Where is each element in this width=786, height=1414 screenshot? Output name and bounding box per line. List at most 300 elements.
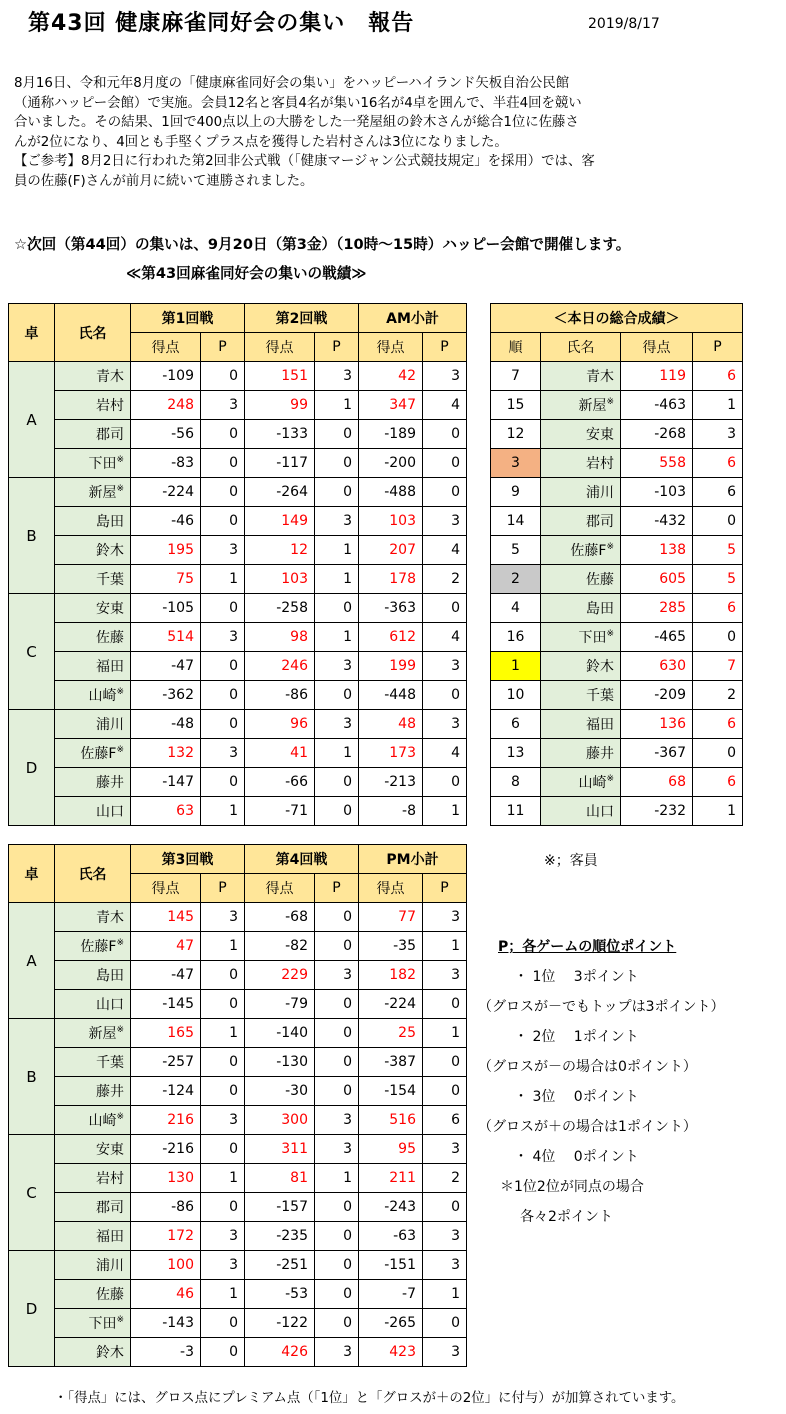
points-rule-line: 各々2ポイント — [520, 1209, 613, 1225]
game-points: 0 — [201, 1193, 245, 1222]
game-points: 1 — [201, 1164, 245, 1193]
game-score: 47 — [131, 932, 201, 961]
player-name-text: 安東 — [96, 1142, 124, 1158]
header-p: P — [201, 874, 245, 903]
subtotal-points: 4 — [423, 623, 467, 652]
total-score: -465 — [621, 623, 693, 652]
header-game-2: 第2回戦 — [245, 304, 359, 333]
game-points: 1 — [315, 536, 359, 565]
game-points: 0 — [201, 420, 245, 449]
header-p: P — [423, 333, 467, 362]
game-score: 103 — [245, 565, 315, 594]
game-score: 130 — [131, 1164, 201, 1193]
table-row — [9, 391, 467, 420]
subtotal-points: 6 — [423, 1106, 467, 1135]
game-score: 246 — [245, 652, 315, 681]
player-name-text: 島田 — [586, 601, 614, 617]
game-points: 3 — [201, 1106, 245, 1135]
player-name — [55, 1048, 131, 1077]
table-row — [9, 1077, 467, 1106]
player-name-text: 新屋 — [88, 485, 117, 501]
player-name-text: 鈴木 — [586, 659, 614, 675]
subtotal-score: 103 — [359, 507, 423, 536]
game-points: 3 — [315, 507, 359, 536]
player-name-text: 福田 — [96, 659, 124, 675]
player-name — [55, 710, 131, 739]
player-name-text: 佐藤 — [586, 572, 614, 588]
game-score: -53 — [245, 1280, 315, 1309]
game-points: 0 — [201, 990, 245, 1019]
table-row — [9, 1193, 467, 1222]
total-score: 605 — [621, 565, 693, 594]
total-points: 5 — [693, 565, 743, 594]
guest-mark: ※ — [606, 397, 614, 407]
header-score: 得点 — [131, 333, 201, 362]
game-points: 0 — [315, 1251, 359, 1280]
game-points: 0 — [315, 449, 359, 478]
header-table: 卓 — [9, 845, 55, 903]
table-row — [491, 565, 743, 594]
player-name-text: 下田 — [88, 1316, 117, 1332]
player-name-text: 青木 — [96, 369, 124, 385]
guest-mark: ※ — [116, 745, 124, 755]
header-table: 卓 — [9, 304, 55, 362]
subtotal-points: 1 — [423, 932, 467, 961]
game-points: 1 — [315, 623, 359, 652]
subtotal-points: 2 — [423, 1164, 467, 1193]
game-score: -82 — [245, 932, 315, 961]
player-name — [55, 1338, 131, 1367]
total-score: 68 — [621, 768, 693, 797]
total-score: -209 — [621, 681, 693, 710]
subtotal-points: 3 — [423, 1251, 467, 1280]
subtotal-score: 77 — [359, 903, 423, 932]
game-score: -117 — [245, 449, 315, 478]
game-points: 1 — [315, 565, 359, 594]
game-score: 426 — [245, 1338, 315, 1367]
intro-line: 【ご参考】8月2日に行われた第2回非公式戦（「健康マージャン公式競技規定」を採用）では、客 — [14, 154, 595, 170]
total-score: -463 — [621, 391, 693, 420]
game-points: 3 — [201, 1222, 245, 1251]
game-points: 3 — [315, 1135, 359, 1164]
header-game-3: 第3回戦 — [131, 845, 245, 874]
game-points: 3 — [315, 1338, 359, 1367]
player-name — [55, 478, 131, 507]
subtotal-score: 207 — [359, 536, 423, 565]
header-game-1: 第1回戦 — [131, 304, 245, 333]
game-points: 0 — [315, 478, 359, 507]
table-row — [9, 507, 467, 536]
game-score: -124 — [131, 1077, 201, 1106]
total-score: -268 — [621, 420, 693, 449]
table-label: B — [9, 1019, 55, 1135]
game-score: 172 — [131, 1222, 201, 1251]
game-score: -224 — [131, 478, 201, 507]
subtotal-points: 3 — [423, 652, 467, 681]
table-row — [9, 1222, 467, 1251]
rank-cell: 16 — [491, 623, 541, 652]
total-points: 7 — [693, 652, 743, 681]
game-score: 63 — [131, 797, 201, 826]
player-name-text: 千葉 — [586, 688, 614, 704]
player-name — [541, 391, 621, 420]
game-points: 0 — [201, 449, 245, 478]
table-row — [9, 478, 467, 507]
table-row — [9, 797, 467, 826]
points-rule-line: ・ 2位 1ポイント — [514, 1029, 639, 1045]
game-score: -86 — [245, 681, 315, 710]
game-score: 151 — [245, 362, 315, 391]
report-date: 2019/8/17 — [588, 16, 660, 32]
points-rules-title: P；各ゲームの順位ポイント — [498, 939, 677, 955]
guest-mark: ※ — [116, 455, 124, 465]
table-row — [9, 681, 467, 710]
header-p: P — [315, 333, 359, 362]
header-game-4: 第4回戦 — [245, 845, 359, 874]
subtotal-points: 3 — [423, 1222, 467, 1251]
subtotal-score: 178 — [359, 565, 423, 594]
subtotal-points: 1 — [423, 797, 467, 826]
table-row — [9, 1048, 467, 1077]
subtotal-score: -265 — [359, 1309, 423, 1338]
game-score: -145 — [131, 990, 201, 1019]
total-points: 6 — [693, 362, 743, 391]
game-points: 0 — [201, 1338, 245, 1367]
game-points: 0 — [315, 1048, 359, 1077]
header-p: P — [201, 333, 245, 362]
rank-cell: 1 — [491, 652, 541, 681]
guest-mark: ※ — [116, 484, 124, 494]
rank-cell: 9 — [491, 478, 541, 507]
player-name-text: 山崎 — [578, 775, 607, 791]
player-name-text: 山崎 — [88, 1113, 117, 1129]
table-row — [491, 478, 743, 507]
game-score: 132 — [131, 739, 201, 768]
total-points: 6 — [693, 478, 743, 507]
points-rule-line: ・ 3位 0ポイント — [514, 1089, 639, 1105]
subtotal-points: 3 — [423, 507, 467, 536]
game-points: 3 — [201, 1251, 245, 1280]
player-name-text: 郡司 — [586, 514, 614, 530]
player-name-text: 藤井 — [96, 1084, 124, 1100]
game-score: -257 — [131, 1048, 201, 1077]
player-name-text: 山口 — [96, 997, 124, 1013]
game-score: -105 — [131, 594, 201, 623]
game-score: -157 — [245, 1193, 315, 1222]
game-points: 1 — [315, 391, 359, 420]
player-name-text: 藤井 — [586, 746, 614, 762]
subtotal-score: -448 — [359, 681, 423, 710]
player-name-text: 山口 — [96, 804, 124, 820]
player-name-text: 島田 — [96, 968, 124, 984]
subtotal-score: -387 — [359, 1048, 423, 1077]
game-score: -66 — [245, 768, 315, 797]
player-name-text: 下田 — [578, 630, 607, 646]
guest-mark: ※ — [116, 1025, 124, 1035]
player-name — [55, 1135, 131, 1164]
player-name — [55, 594, 131, 623]
table-row — [9, 594, 467, 623]
table-row — [491, 739, 743, 768]
subtotal-score: -243 — [359, 1193, 423, 1222]
total-points: 6 — [693, 594, 743, 623]
table-row — [9, 932, 467, 961]
game-score: -143 — [131, 1309, 201, 1338]
game-points: 0 — [201, 362, 245, 391]
player-name — [541, 594, 621, 623]
header-name: 氏名 — [55, 845, 131, 903]
table-row — [9, 710, 467, 739]
table-row — [9, 1164, 467, 1193]
rank-cell: 10 — [491, 681, 541, 710]
game-score: 165 — [131, 1019, 201, 1048]
rank-cell: 3 — [491, 449, 541, 478]
rank-cell: 2 — [491, 565, 541, 594]
rank-cell: 15 — [491, 391, 541, 420]
player-name — [55, 1077, 131, 1106]
game-points: 0 — [315, 1077, 359, 1106]
game-points: 3 — [315, 1106, 359, 1135]
game-points: 0 — [201, 1048, 245, 1077]
game-score: -109 — [131, 362, 201, 391]
player-name — [541, 652, 621, 681]
game-score: -79 — [245, 990, 315, 1019]
subtotal-points: 3 — [423, 362, 467, 391]
player-name-text: 福田 — [96, 1229, 124, 1245]
guest-mark: ※ — [116, 1112, 124, 1122]
table-row — [491, 710, 743, 739]
subtotal-score: 211 — [359, 1164, 423, 1193]
total-score: 558 — [621, 449, 693, 478]
table-row — [9, 1338, 467, 1367]
intro-line: 員の佐藤(F)さんが前月に続いて連勝されました。 — [14, 173, 314, 189]
game-points: 0 — [201, 961, 245, 990]
header-p: P — [315, 874, 359, 903]
game-score: 96 — [245, 710, 315, 739]
player-name-text: 佐藤 — [96, 1287, 124, 1303]
player-name-text: 安東 — [586, 427, 614, 443]
game-score: -216 — [131, 1135, 201, 1164]
game-score: 300 — [245, 1106, 315, 1135]
player-name — [55, 536, 131, 565]
player-name — [55, 652, 131, 681]
game-points: 3 — [315, 652, 359, 681]
intro-line: 合いました。その結果、1回で400点以上の大勝をした一発屋組の鈴木さんが総合1位に佐藤さ — [14, 115, 579, 131]
points-rule-line: ＊1位2位が同点の場合 — [500, 1179, 644, 1195]
table-row — [9, 420, 467, 449]
game-points: 0 — [201, 1309, 245, 1338]
header-subtotal: AM小計 — [359, 304, 467, 333]
header-score: 得点 — [245, 874, 315, 903]
game-score: -30 — [245, 1077, 315, 1106]
game-score: 229 — [245, 961, 315, 990]
subtotal-points: 1 — [423, 1280, 467, 1309]
header-p: P — [423, 874, 467, 903]
game-points: 1 — [201, 1280, 245, 1309]
game-score: 100 — [131, 1251, 201, 1280]
game-score: -83 — [131, 449, 201, 478]
game-points: 0 — [201, 507, 245, 536]
subtotal-score: -63 — [359, 1222, 423, 1251]
game-score: -68 — [245, 903, 315, 932]
table-row — [9, 362, 467, 391]
subtotal-points: 0 — [423, 681, 467, 710]
subtotal-points: 3 — [423, 710, 467, 739]
table-row — [9, 1280, 467, 1309]
rank-cell: 7 — [491, 362, 541, 391]
total-score: 138 — [621, 536, 693, 565]
table-row — [9, 903, 467, 932]
game-points: 1 — [201, 932, 245, 961]
subtotal-points: 3 — [423, 1135, 467, 1164]
total-score: 136 — [621, 710, 693, 739]
header-subtotal: PM小計 — [359, 845, 467, 874]
page-title: 第43回 健康麻雀同好会の集い 報告 — [28, 11, 415, 36]
player-name — [541, 797, 621, 826]
guest-mark: ※ — [606, 542, 614, 552]
subtotal-points: 3 — [423, 903, 467, 932]
game-score: -86 — [131, 1193, 201, 1222]
player-name — [55, 797, 131, 826]
game-score: -251 — [245, 1251, 315, 1280]
game-score: -122 — [245, 1309, 315, 1338]
total-score: 119 — [621, 362, 693, 391]
game-score: 248 — [131, 391, 201, 420]
game-score: -258 — [245, 594, 315, 623]
subtotal-points: 0 — [423, 449, 467, 478]
player-name — [55, 1309, 131, 1338]
player-name — [55, 449, 131, 478]
player-name — [55, 681, 131, 710]
player-name-text: 藤井 — [96, 775, 124, 791]
total-points: 0 — [693, 507, 743, 536]
game-score: 75 — [131, 565, 201, 594]
subtotal-points: 2 — [423, 565, 467, 594]
subtotal-points: 4 — [423, 391, 467, 420]
subtotal-score: -151 — [359, 1251, 423, 1280]
player-name — [541, 507, 621, 536]
table-row — [9, 652, 467, 681]
player-name — [541, 478, 621, 507]
total-points: 0 — [693, 739, 743, 768]
player-name-text: 千葉 — [96, 1055, 124, 1071]
footer-note: ・「得点」には、グロス点にプレミアム点（「1位」と「グロスが＋の2位」に付与）が加算されています。 — [54, 1391, 685, 1406]
game-points: 1 — [315, 739, 359, 768]
player-name — [541, 536, 621, 565]
table-row — [491, 623, 743, 652]
player-name — [541, 449, 621, 478]
total-score: -103 — [621, 478, 693, 507]
game-points: 3 — [201, 903, 245, 932]
game-points: 0 — [201, 768, 245, 797]
guest-mark: ※ — [606, 774, 614, 784]
points-rule-line: ・ 4位 0ポイント — [514, 1149, 639, 1165]
subtotal-score: 347 — [359, 391, 423, 420]
total-score: -232 — [621, 797, 693, 826]
subtotal-score: 182 — [359, 961, 423, 990]
game-score: 195 — [131, 536, 201, 565]
game-score: -48 — [131, 710, 201, 739]
player-name-text: 新屋 — [578, 398, 607, 414]
subtotal-points: 0 — [423, 478, 467, 507]
table-label: B — [9, 478, 55, 594]
player-name-text: 鈴木 — [96, 543, 124, 559]
game-score: -3 — [131, 1338, 201, 1367]
table-row — [491, 536, 743, 565]
player-name-text: 青木 — [586, 369, 614, 385]
table-row — [491, 449, 743, 478]
game-score: 149 — [245, 507, 315, 536]
total-score: 285 — [621, 594, 693, 623]
game-points: 0 — [315, 1193, 359, 1222]
points-rule-line: （グロスが＋の場合は1ポイント） — [478, 1119, 697, 1135]
game-points: 0 — [315, 768, 359, 797]
total-points: 2 — [693, 681, 743, 710]
intro-text — [14, 74, 774, 192]
header-score: 得点 — [359, 333, 423, 362]
points-rule-line: （グロスが－でもトップは3ポイント） — [478, 999, 725, 1015]
table-row — [9, 623, 467, 652]
player-name — [55, 362, 131, 391]
table-row — [9, 449, 467, 478]
rank-cell: 6 — [491, 710, 541, 739]
game-points: 3 — [201, 536, 245, 565]
table-label: D — [9, 1251, 55, 1367]
game-score: 145 — [131, 903, 201, 932]
game-points: 0 — [315, 797, 359, 826]
player-name-text: 佐藤 — [96, 630, 124, 646]
table-row — [9, 961, 467, 990]
table-label: A — [9, 903, 55, 1019]
subtotal-score: 199 — [359, 652, 423, 681]
player-name — [541, 623, 621, 652]
player-name-text: 下田 — [88, 456, 117, 472]
game-score: 99 — [245, 391, 315, 420]
pm-results-table — [8, 844, 467, 1367]
player-name — [55, 1280, 131, 1309]
player-name — [55, 420, 131, 449]
guest-note: ※；客員 — [544, 853, 598, 869]
player-name-text: 佐藤F — [570, 543, 607, 559]
header-score: 得点 — [131, 874, 201, 903]
subtotal-points: 4 — [423, 739, 467, 768]
game-score: -47 — [131, 652, 201, 681]
points-rule-line: ・ 1位 3ポイント — [514, 969, 639, 985]
rank-cell: 8 — [491, 768, 541, 797]
subtotal-score: -189 — [359, 420, 423, 449]
player-name — [541, 710, 621, 739]
table-row — [9, 1106, 467, 1135]
rank-cell: 11 — [491, 797, 541, 826]
game-points: 1 — [201, 565, 245, 594]
table-row — [491, 594, 743, 623]
table-label: D — [9, 710, 55, 826]
game-score: -235 — [245, 1222, 315, 1251]
player-name — [55, 961, 131, 990]
game-score: 12 — [245, 536, 315, 565]
header-p: P — [693, 333, 743, 362]
total-score: -432 — [621, 507, 693, 536]
game-points: 0 — [201, 710, 245, 739]
game-points: 3 — [315, 961, 359, 990]
game-score: -130 — [245, 1048, 315, 1077]
subtotal-points: 3 — [423, 1338, 467, 1367]
game-points: 1 — [201, 1019, 245, 1048]
player-name-text: 岩村 — [96, 1171, 124, 1187]
game-points: 0 — [201, 478, 245, 507]
table-row — [9, 768, 467, 797]
game-points: 0 — [315, 420, 359, 449]
